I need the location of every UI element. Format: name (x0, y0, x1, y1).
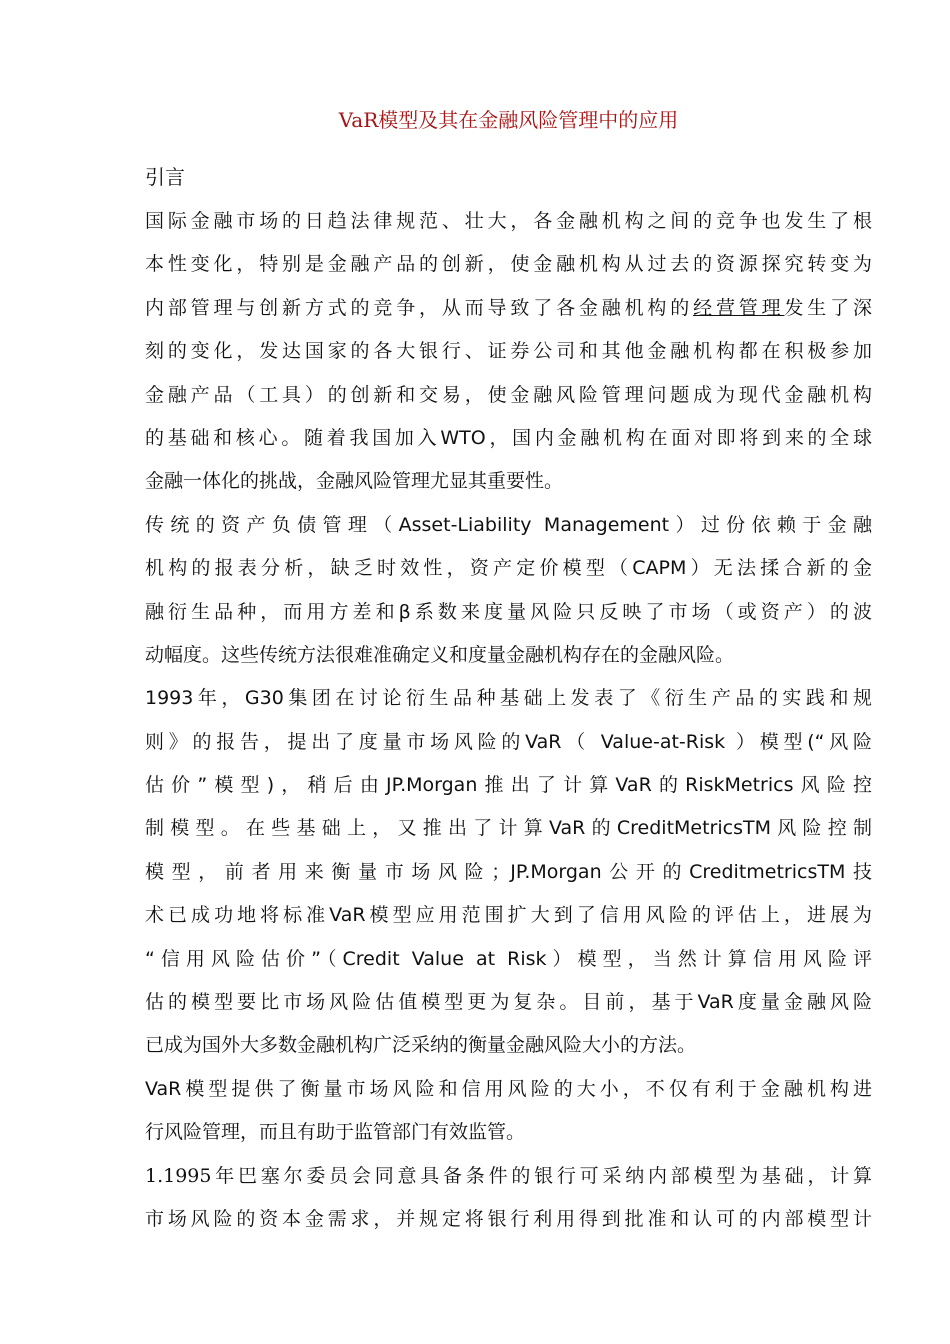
text-line: 金融产品（工具）的创新和交易，使金融风险管理问题成为现代金融机构 (145, 383, 872, 406)
text-line: VaR模型提供了衡量市场风险和信用风险的大小，不仅有利于金融机构进 (145, 1077, 872, 1100)
text-line: 估价”模型)，稍后由JP.Morgan推出了计算VaR的RiskMetrics风险控 (145, 774, 872, 797)
text-line: 1.1995年巴塞尔委员会同意具备条件的银行可采纳内部模型为基础，计算 (145, 1164, 872, 1187)
text-line: 国际金融市场的日趋法律规范、壮大，各金融机构之间的竞争也发生了根 (145, 210, 872, 232)
text-line (145, 287, 872, 330)
text-line: 估的模型要比市场风险估值模型更为复杂。目前，基于VaR度量金融风险 (145, 991, 872, 1014)
management-link[interactable]: 经营管理 (693, 296, 785, 319)
section-heading: 引言 (145, 165, 185, 189)
text-line: 市场风险的资本金需求，并规定将银行利用得到批准和认可的内部模型计 (145, 1207, 872, 1230)
text-line: 则》的报告，提出了度量市场风险的VaR（ Value-at-Risk ）模型(“风险 (145, 730, 872, 753)
text-line: 行风险管理，而且有助于监管部门有效监管。 (145, 1121, 526, 1144)
text-line: 融衍生品种，而用方差和β系数来度量风险只反映了市场（或资产）的波 (145, 600, 872, 623)
text-line: 制模型。在些基础上，又推出了计算VaR的CreditMetricsTM风险控制 (145, 817, 872, 840)
text-line: 已成为国外大多数金融机构广泛采纳的衡量金融风险大小的方法。 (145, 1034, 697, 1057)
text-line: 动幅度。这些传统方法很难准确定义和度量金融机构存在的金融风险。 (145, 643, 735, 666)
text-line: “信用风险估价”（Credit Value at Risk）模型，当然计算信用风险评 (145, 947, 872, 970)
text-line: 传统的资产负债管理（Asset-Liability Management）过份依赖于金融 (145, 513, 872, 536)
document-title: VaR模型及其在金融风险管理中的应用 (338, 108, 679, 132)
text-line: 刻的变化，发达国家的各大银行、证券公司和其他金融机构都在积极参加 (145, 340, 872, 363)
text-line: 1993年，G30集团在讨论衍生品种基础上发表了《衍生产品的实践和规 (145, 687, 872, 710)
text-line: 的基础和核心。随着我国加入WTO，国内金融机构在面对即将到来的全球 (145, 426, 872, 449)
text-segment: 发生了深 (784, 296, 872, 319)
text-line: 术已成功地将标准VaR模型应用范围扩大到了信用风险的评估上，进展为 (145, 904, 872, 927)
text-line: 机构的报表分析，缺乏时效性，资产定价模型（CAPM）无法揉合新的金 (145, 557, 872, 580)
text-line: 金融一体化的挑战，金融风险管理尤显其重要性。 (145, 470, 564, 493)
text-line: 模型，前者用来衡量市场风险；JP.Morgan公开的CreditmetricsTM技 (145, 860, 872, 883)
text-line: 本性变化，特别是金融产品的创新，使金融机构从过去的资源探究转变为 (145, 253, 872, 276)
body-text (145, 200, 872, 1241)
text-segment: 内部管理与创新方式的竞争，从而导致了各金融机构的 (145, 296, 694, 319)
